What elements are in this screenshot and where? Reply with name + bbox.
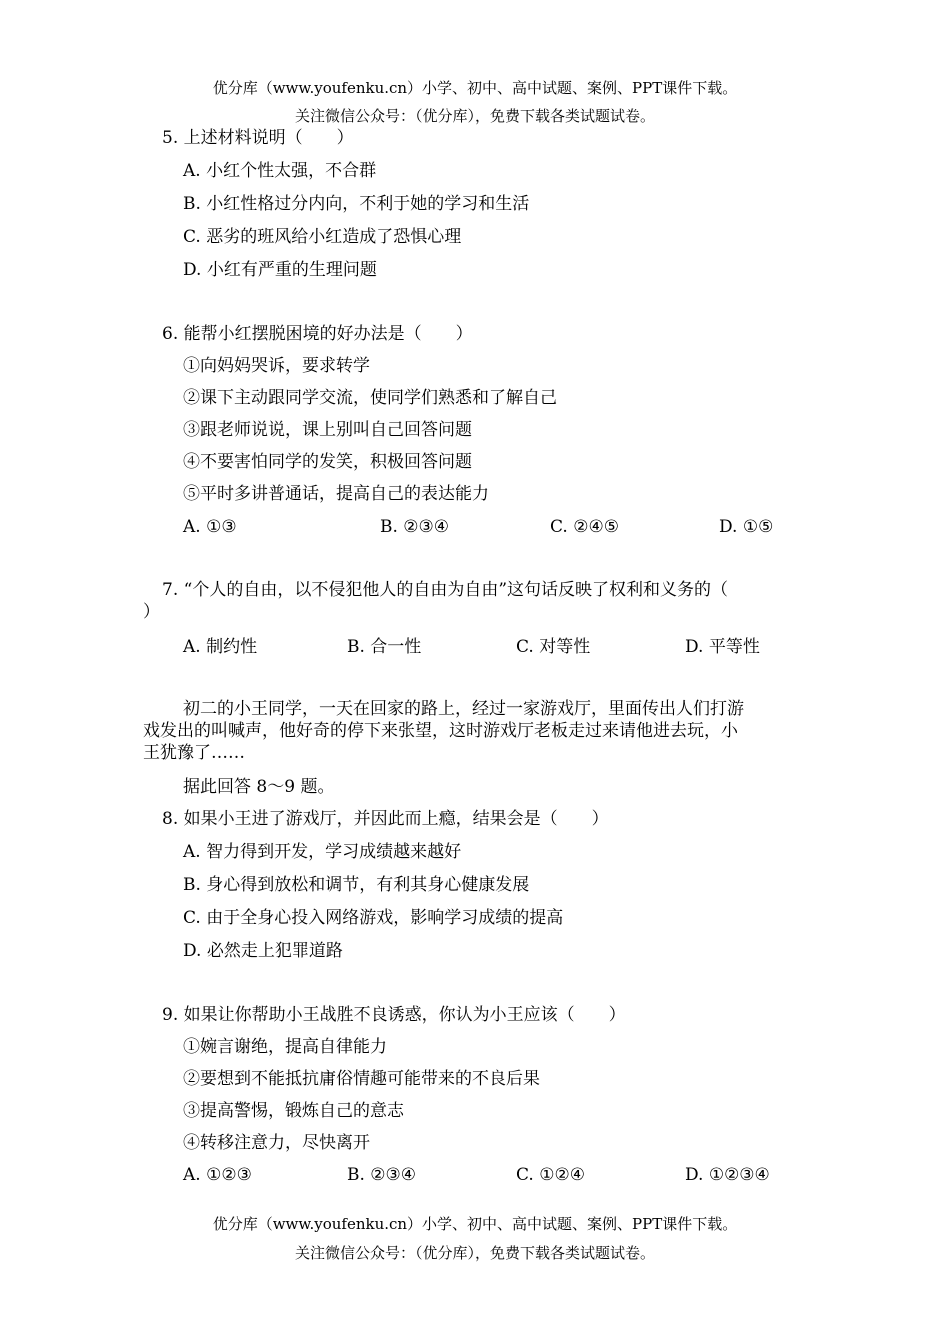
question-6-item-2: ②课下主动跟同学交流，使同学们熟悉和了解自己: [183, 388, 557, 408]
question-6-item-4: ④不要害怕同学的发笑，积极回答问题: [183, 452, 472, 472]
question-6-option-d: D. ①⑤: [719, 517, 774, 537]
question-8-option-b: B. 身心得到放松和调节，有利其身心健康发展: [183, 875, 530, 895]
question-9-item-3: ③提高警惕，锻炼自己的意志: [183, 1101, 404, 1121]
question-6-option-b: B. ②③④: [380, 517, 450, 537]
question-7-stem-line-1: 7. “个人的自由，以不侵犯他人的自由为自由”这句话反映了权利和义务的（: [162, 580, 729, 600]
question-5-option-c: C. 恶劣的班风给小红造成了恐惧心理: [183, 227, 462, 247]
question-9-item-2: ②要想到不能抵抗庸俗情趣可能带来的不良后果: [183, 1069, 540, 1089]
question-9-item-4: ④转移注意力，尽快离开: [183, 1133, 370, 1153]
question-5-option-b: B. 小红性格过分内向，不利于她的学习和生活: [183, 194, 530, 214]
question-6-item-5: ⑤平时多讲普通话，提高自己的表达能力: [183, 484, 489, 504]
question-6-item-3: ③跟老师说说，课上别叫自己回答问题: [183, 420, 472, 440]
passage-line-3: 王犹豫了……: [143, 743, 245, 763]
question-8-option-c: C. 由于全身心投入网络游戏，影响学习成绩的提高: [183, 908, 564, 928]
question-9-option-c: C. ①②④: [516, 1165, 585, 1185]
page-footer-line-1: 优分库（www.youfenku.cn）小学、初中、高中试题、案例、PPT课件下载。: [212, 1215, 738, 1233]
question-7-option-d: D. 平等性: [685, 637, 760, 657]
question-9-item-1: ①婉言谢绝，提高自律能力: [183, 1037, 387, 1057]
page-header-line-2: 关注微信公众号：（优分库），免费下载各类试题试卷。: [294, 107, 655, 125]
page-footer-line-2: 关注微信公众号：（优分库），免费下载各类试题试卷。: [294, 1244, 655, 1262]
question-7-option-b: B. 合一性: [347, 637, 422, 657]
question-7-option-a: A. 制约性: [183, 637, 258, 657]
passage-line-2: 戏发出的叫喊声，他好奇的停下来张望，这时游戏厅老板走过来请他进去玩，小: [143, 721, 738, 741]
passage-line-1: 初二的小王同学，一天在回家的路上，经过一家游戏厅，里面传出人们打游: [183, 699, 744, 719]
page-header-line-1: 优分库（www.youfenku.cn）小学、初中、高中试题、案例、PPT课件下载。: [212, 79, 738, 97]
question-9-option-d: D. ①②③④: [685, 1165, 770, 1185]
question-7-stem-line-2: ）: [143, 602, 160, 622]
question-6-option-a: A. ①③: [183, 517, 237, 537]
question-5-stem: 5. 上述材料说明（ ）: [162, 128, 354, 148]
passage-instruction: 据此回答 8～9 题。: [183, 777, 335, 797]
question-5-option-a: A. 小红个性太强，不合群: [183, 161, 377, 181]
question-9-stem: 9. 如果让你帮助小王战胜不良诱惑，你认为小王应该（ ）: [162, 1005, 626, 1025]
question-6-stem: 6. 能帮小红摆脱困境的好办法是（ ）: [162, 324, 473, 344]
question-8-stem: 8. 如果小王进了游戏厅，并因此而上瘾，结果会是（ ）: [162, 809, 609, 829]
question-6-option-c: C. ②④⑤: [550, 517, 619, 537]
question-7-option-c: C. 对等性: [516, 637, 591, 657]
question-9-option-a: A. ①②③: [183, 1165, 252, 1185]
question-9-option-b: B. ②③④: [347, 1165, 417, 1185]
question-8-option-d: D. 必然走上犯罪道路: [183, 941, 343, 961]
question-5-option-d: D. 小红有严重的生理问题: [183, 260, 377, 280]
question-6-item-1: ①向妈妈哭诉，要求转学: [183, 356, 370, 376]
question-8-option-a: A. 智力得到开发，学习成绩越来越好: [183, 842, 462, 862]
